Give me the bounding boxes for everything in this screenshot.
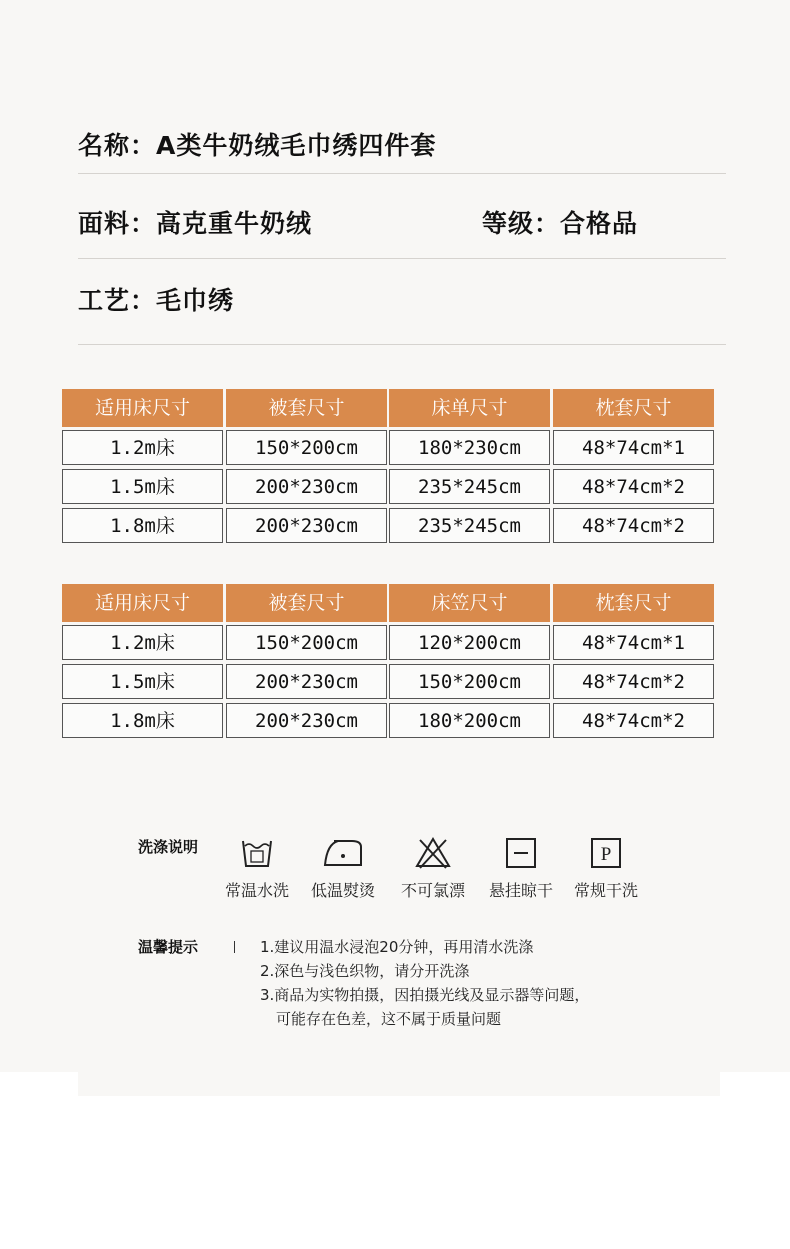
table-cell: 1.5m床 (62, 664, 223, 699)
table-cell: 235*245cm (389, 469, 550, 504)
table-cell: 48*74cm*2 (553, 664, 714, 699)
care-label: 不可氯漂 (400, 881, 465, 900)
tip-line: 3.商品为实物拍摄，因拍摄光线及显示器等问题， (260, 986, 590, 1004)
table-cell: 150*200cm (226, 430, 387, 465)
product-fabric: 面料：高克重牛奶绒 (78, 209, 313, 238)
divider (78, 173, 726, 174)
header-cell: 枕套尺寸 (553, 389, 714, 427)
table-cell: 48*74cm*1 (553, 625, 714, 660)
table-cell: 1.8m床 (62, 703, 223, 738)
tips-title: 温馨提示 (138, 938, 199, 956)
divider (78, 344, 726, 345)
care-title: 洗涤说明 (138, 838, 199, 856)
table-cell: 180*200cm (389, 703, 550, 738)
header-cell: 被套尺寸 (226, 584, 387, 622)
iron-icon (322, 836, 364, 870)
care-label: 常规干洗 (573, 881, 638, 900)
care-item-dryclean (561, 836, 651, 901)
tip-line: 可能存在色差，这不属于质量问题 (276, 1010, 502, 1028)
tips-divider (234, 941, 235, 953)
header-cell: 枕套尺寸 (553, 584, 714, 622)
care-label: 悬挂晾干 (488, 881, 553, 900)
header-cell: 适用床尺寸 (62, 584, 223, 622)
divider (78, 258, 726, 259)
care-label: 低温熨烫 (310, 881, 375, 900)
table-cell: 1.8m床 (62, 508, 223, 543)
tip-line: 2.深色与浅色织物，请分开洗涤 (260, 962, 470, 980)
table-cell: 180*230cm (389, 430, 550, 465)
product-grade: 等级：合格品 (482, 209, 639, 238)
tip-line: 1.建议用温水浸泡20分钟，再用清水洗涤 (260, 938, 534, 956)
care-item-dry (476, 836, 566, 901)
table-cell: 200*230cm (226, 469, 387, 504)
table-cell: 150*200cm (389, 664, 550, 699)
hang-dry-icon (504, 836, 538, 870)
table-cell: 150*200cm (226, 625, 387, 660)
table-cell: 1.2m床 (62, 430, 223, 465)
table-cell: 200*230cm (226, 703, 387, 738)
no-bleach-icon (414, 836, 452, 870)
header-cell: 适用床尺寸 (62, 389, 223, 427)
header-cell: 床笠尺寸 (389, 584, 550, 622)
header-cell: 床单尺寸 (389, 389, 550, 427)
table-cell: 48*74cm*2 (553, 703, 714, 738)
header-cell: 被套尺寸 (226, 389, 387, 427)
wash-tub-icon (240, 836, 274, 870)
product-craft: 工艺：毛巾绣 (78, 286, 235, 315)
table-cell: 48*74cm*2 (553, 469, 714, 504)
table-cell: 200*230cm (226, 508, 387, 543)
table-cell: 120*200cm (389, 625, 550, 660)
dry-clean-letter: P (600, 844, 612, 865)
table-cell: 48*74cm*1 (553, 430, 714, 465)
care-item-iron (298, 836, 388, 901)
product-name: 名称：A类牛奶绒毛巾绣四件套 (78, 131, 437, 160)
table-cell: 1.5m床 (62, 469, 223, 504)
care-item-wash (212, 836, 302, 901)
table-cell: 48*74cm*2 (553, 508, 714, 543)
care-label: 常温水洗 (224, 881, 289, 900)
table-cell: 1.2m床 (62, 625, 223, 660)
table-cell: 200*230cm (226, 664, 387, 699)
care-item-bleach (388, 836, 478, 901)
dry-clean-icon (589, 836, 623, 870)
table-cell: 235*245cm (389, 508, 550, 543)
panel-bottom-tab (78, 1072, 720, 1096)
